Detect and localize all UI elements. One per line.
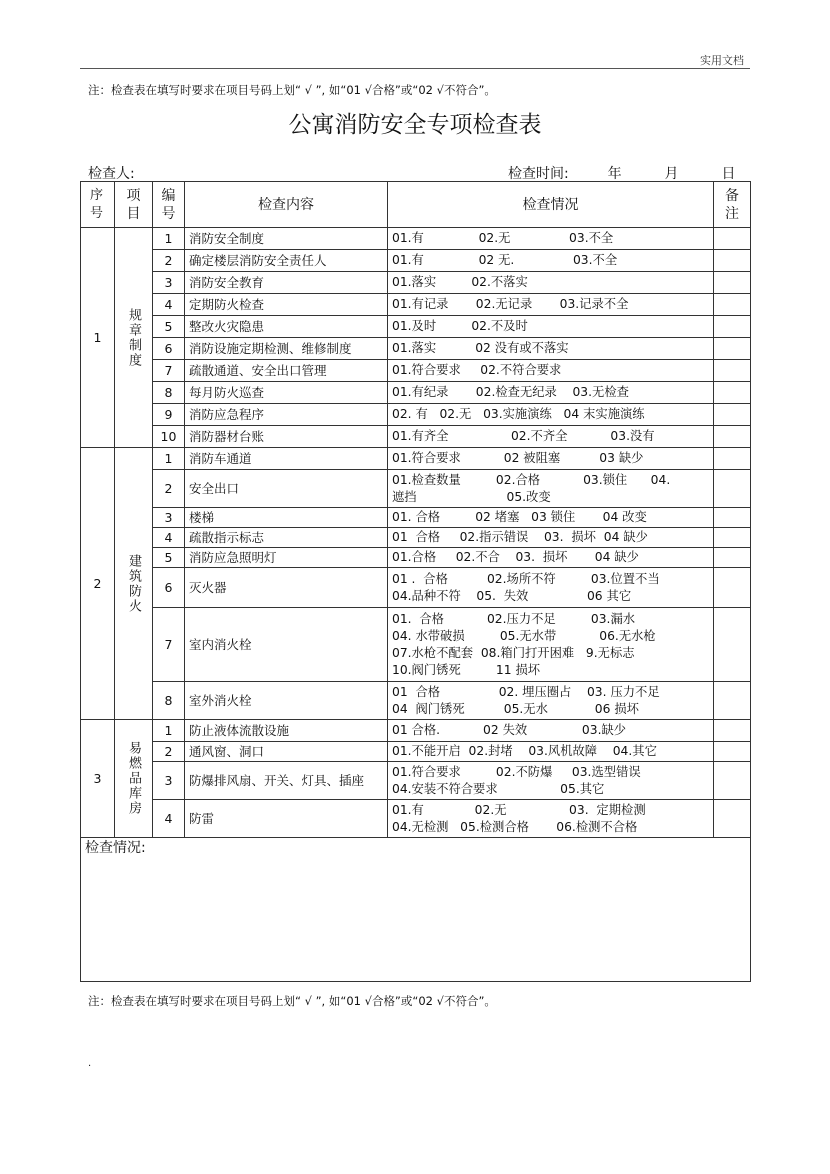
row-content: 防爆排风扇、开关、灯具、插座 <box>185 762 388 800</box>
row-status: 01.有纪录 02.检查无纪录 03.无检查 <box>388 382 714 404</box>
row-num: 3 <box>153 272 185 294</box>
row-num: 6 <box>153 338 185 360</box>
row-num: 6 <box>153 568 185 608</box>
row-remark <box>714 382 751 404</box>
section-item: 建筑防火 <box>115 448 153 720</box>
row-content: 消防应急照明灯 <box>185 548 388 568</box>
row-remark <box>714 250 751 272</box>
row-status: 01.合格 02.不合 03. 损坏 04 缺少 <box>388 548 714 568</box>
table-row <box>81 528 751 548</box>
page-title: 公寓消防安全专项检查表 <box>288 112 542 138</box>
row-content: 灭火器 <box>185 568 388 608</box>
row-remark <box>714 568 751 608</box>
row-status: 01.有齐全 02.不齐全 03.没有 <box>388 426 714 448</box>
row-remark <box>714 508 751 528</box>
table-row <box>81 272 751 294</box>
summary-row <box>81 838 751 982</box>
row-remark <box>714 404 751 426</box>
row-remark <box>714 608 751 682</box>
row-remark <box>714 294 751 316</box>
doc-type-label: 实用文档 <box>700 54 744 67</box>
row-content: 疏散通道、安全出口管理 <box>185 360 388 382</box>
row-num: 5 <box>153 548 185 568</box>
row-num: 3 <box>153 508 185 528</box>
table-row <box>81 250 751 272</box>
table-row <box>81 426 751 448</box>
row-remark <box>714 528 751 548</box>
row-num: 3 <box>153 762 185 800</box>
row-status: 01. 合格 02 堵塞 03 锁住 04 改变 <box>388 508 714 528</box>
row-status: 01.有记录 02.无记录 03.记录不全 <box>388 294 714 316</box>
row-remark <box>714 338 751 360</box>
row-num: 7 <box>153 360 185 382</box>
row-num: 1 <box>153 228 185 250</box>
row-num: 7 <box>153 608 185 682</box>
header-divider <box>80 68 750 69</box>
section-item: 易燃品库房 <box>115 720 153 838</box>
inspection-table <box>80 181 751 982</box>
row-status: 01. 合格 02.压力不足 03.漏水 04. 水带破损 05.无水带 06.无水枪 07.水枪不配套 08.箱门打开困难 9.无标志 10.阀门锈死 11 损坏 <box>388 608 714 682</box>
summary-label: 检查情况: <box>85 840 146 856</box>
row-content: 消防器材台账 <box>185 426 388 448</box>
row-status: 01.及时 02.不及时 <box>388 316 714 338</box>
table-row <box>81 448 751 470</box>
row-content: 楼梯 <box>185 508 388 528</box>
table-row <box>81 720 751 742</box>
row-content: 整改火灾隐患 <box>185 316 388 338</box>
row-num: 9 <box>153 404 185 426</box>
footnote: 注：检查表在填写时要求在项目号码上划“ √ ”, 如“01 √合格”或“02 √不符合”。 <box>88 994 496 1008</box>
row-status: 01.有 02.无 03.不全 <box>388 228 714 250</box>
row-num: 2 <box>153 742 185 762</box>
table-row <box>81 470 751 508</box>
row-remark <box>714 548 751 568</box>
row-content: 每月防火巡查 <box>185 382 388 404</box>
row-num: 4 <box>153 294 185 316</box>
row-status: 02. 有 02.无 03.实施演练 04 末实施演练 <box>388 404 714 426</box>
section-seq: 3 <box>81 720 115 838</box>
summary-box[interactable] <box>81 838 751 982</box>
row-remark <box>714 470 751 508</box>
table-row <box>81 338 751 360</box>
row-content: 确定楼层消防安全责任人 <box>185 250 388 272</box>
table-row <box>81 762 751 800</box>
inspection-time <box>508 163 735 183</box>
table-row <box>81 800 751 838</box>
instruction-note: 注：检查表在填写时要求在项目号码上划“ √ ”, 如“01 √合格”或“02 √不符合”。 <box>88 83 496 97</box>
table-row <box>81 316 751 338</box>
row-status: 01.有 02.无 03. 定期检测 04.无检测 05.检测合格 06.检测不合格 <box>388 800 714 838</box>
col-header-content: 检查内容 <box>185 182 388 228</box>
section-item: 规章制度 <box>115 228 153 448</box>
row-remark <box>714 720 751 742</box>
page-mark: . <box>88 1058 92 1069</box>
row-remark <box>714 682 751 720</box>
col-header-num: 编号 <box>153 182 185 228</box>
row-remark <box>714 316 751 338</box>
section-seq: 2 <box>81 448 115 720</box>
row-content: 消防安全制度 <box>185 228 388 250</box>
row-content: 消防安全教育 <box>185 272 388 294</box>
section-seq: 1 <box>81 228 115 448</box>
col-header-item: 项目 <box>115 182 153 228</box>
row-remark <box>714 426 751 448</box>
row-status: 01.不能开启 02.封堵 03.风机故障 04.其它 <box>388 742 714 762</box>
month-label: 月 <box>664 166 679 182</box>
year-label: 年 <box>607 166 622 182</box>
table-row <box>81 608 751 682</box>
row-status: 01.落实 02 没有或不落实 <box>388 338 714 360</box>
table-row <box>81 548 751 568</box>
row-remark <box>714 448 751 470</box>
row-content: 防止液体流散设施 <box>185 720 388 742</box>
row-content: 定期防火检查 <box>185 294 388 316</box>
table-row <box>81 682 751 720</box>
row-content: 疏散指示标志 <box>185 528 388 548</box>
row-remark <box>714 228 751 250</box>
row-status: 01 合格. 02 失效 03.缺少 <box>388 720 714 742</box>
table-row <box>81 742 751 762</box>
table-row <box>81 382 751 404</box>
table-row <box>81 508 751 528</box>
row-remark <box>714 800 751 838</box>
row-num: 10 <box>153 426 185 448</box>
table-row <box>81 294 751 316</box>
row-content: 安全出口 <box>185 470 388 508</box>
row-content: 防雷 <box>185 800 388 838</box>
col-header-status: 检查情况 <box>388 182 714 228</box>
row-remark <box>714 272 751 294</box>
col-header-seq: 序号 <box>81 182 115 228</box>
row-content: 通风窗、洞口 <box>185 742 388 762</box>
row-remark <box>714 360 751 382</box>
row-remark <box>714 742 751 762</box>
row-num: 4 <box>153 528 185 548</box>
row-status: 01 合格 02. 埋压圈占 03. 压力不足 04 阀门锈死 05.无水 06 损坏 <box>388 682 714 720</box>
row-num: 5 <box>153 316 185 338</box>
inspector-label: 检查人: <box>88 166 135 182</box>
col-header-remark: 备注 <box>714 182 751 228</box>
row-status: 01.有 02 无. 03.不全 <box>388 250 714 272</box>
row-content: 消防设施定期检测、维修制度 <box>185 338 388 360</box>
row-remark <box>714 762 751 800</box>
row-num: 2 <box>153 470 185 508</box>
row-num: 2 <box>153 250 185 272</box>
time-label: 检查时间: <box>508 166 569 182</box>
row-status: 01 合格 02.指示错误 03. 损坏 04 缺少 <box>388 528 714 548</box>
table-row <box>81 228 751 250</box>
row-status: 01.符合要求 02.不防爆 03.选型错误 04.安装不符合要求 05.其它 <box>388 762 714 800</box>
day-label: 日 <box>721 166 736 182</box>
row-content: 室内消火栓 <box>185 608 388 682</box>
row-num: 1 <box>153 448 185 470</box>
row-content: 室外消火栓 <box>185 682 388 720</box>
table-row <box>81 404 751 426</box>
table-row <box>81 360 751 382</box>
row-status: 01.符合要求 02 被阻塞 03 缺少 <box>388 448 714 470</box>
row-content: 消防应急程序 <box>185 404 388 426</box>
row-num: 4 <box>153 800 185 838</box>
row-num: 8 <box>153 382 185 404</box>
row-status: 01.符合要求 02.不符合要求 <box>388 360 714 382</box>
row-status: 01.落实 02.不落实 <box>388 272 714 294</box>
row-content: 消防车通道 <box>185 448 388 470</box>
row-num: 8 <box>153 682 185 720</box>
row-status: 01.检查数量 02.合格 03.锁住 04. 遮挡 05.改变 <box>388 470 714 508</box>
row-num: 1 <box>153 720 185 742</box>
table-row <box>81 568 751 608</box>
row-status: 01 . 合格 02.场所不符 03.位置不当 04.品种不符 05. 失效 06 其它 <box>388 568 714 608</box>
